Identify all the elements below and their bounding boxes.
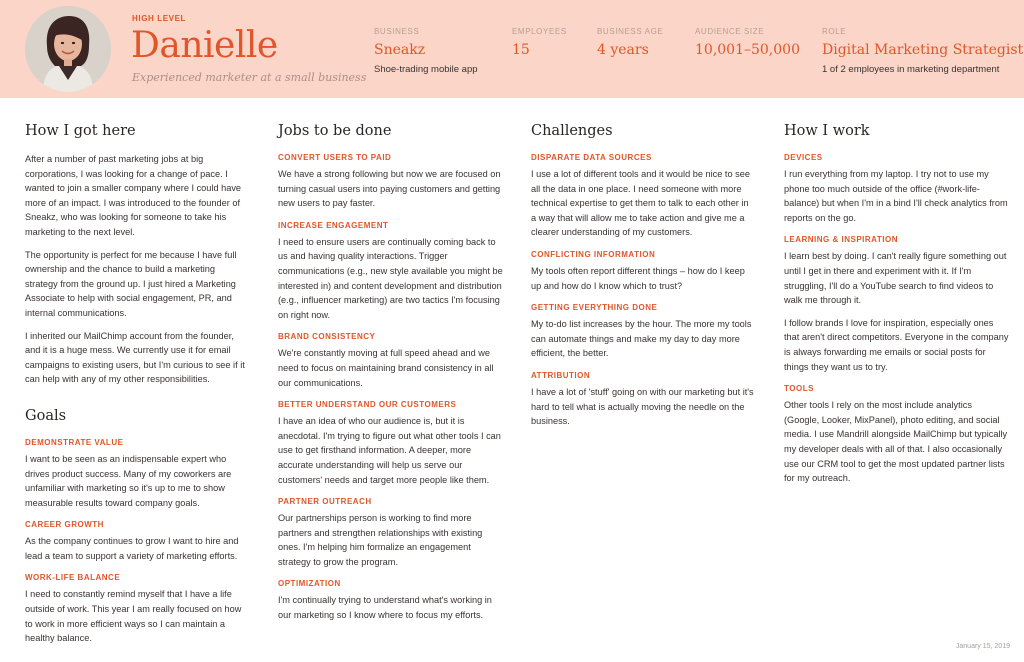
section-text: Other tools I rely on the most include analytics (Google, Looker, MixPanel), photo editing, and social media. I use Mandrill alongside MailChimp but typically my developer deals with all of that. I also occasionally use our CRM tool to get the most updated partner lists for my outreach. xyxy=(784,400,1008,484)
stat-value: Digital Marketing Strategist xyxy=(822,42,1024,58)
section-text: As the company continues to grow I want to hire and lead a team to support a variety of marketing efforts. xyxy=(25,536,239,561)
paragraph: The opportunity is perfect for me because I have full ownership and the chance to build a marketing strategy from the ground up. I just hired a Marketing Associate to help with social engagement, PR, and internal communications. xyxy=(25,249,237,318)
stat-audience-size xyxy=(695,27,800,58)
section-text: I use a lot of different tools and it would be nice to see all the data in one place. I need someone with more technical expertise to get them to talk to each other in a way that will allow me to take action and give me a clearer understanding of my customers. xyxy=(531,169,750,238)
paragraph: I inherited our MailChimp account from the founder, and it is a huge mess. We currently use it for email campaigns to existing users, but I'm curious to see if it can help with any of my other responsibilities. xyxy=(25,330,245,385)
subheading: INCREASE ENGAGEMENT xyxy=(278,220,389,230)
paragraph: After a number of past marketing jobs at big corporations, I was looking for a change of pace. I wanted to join a smaller company where I could have more of an impact. I was introduced to the founder of Sneakz, who was looking for someone to take his marketing to the next level. xyxy=(25,154,242,237)
section-text: My to-do list increases by the hour. The more my tools can automate things and make my day to day more efficient, the better. xyxy=(531,319,752,359)
stat-label: BUSINESS AGE xyxy=(597,27,664,36)
subheading: DEMONSTRATE VALUE xyxy=(25,437,124,447)
subheading: BRAND CONSISTENCY xyxy=(278,332,376,342)
persona-level: HIGH LEVEL xyxy=(132,14,187,23)
subheading: BETTER UNDERSTAND OUR CUSTOMERS xyxy=(278,400,457,410)
subheading: OPTIMIZATION xyxy=(278,579,341,589)
section-text: We have a strong following but now we are focused on turning casual users into paying customers and getting new users to pay faster. xyxy=(278,169,501,209)
subheading: CONFLICTING INFORMATION xyxy=(531,249,656,259)
section-title: Goals xyxy=(25,407,67,424)
persona-header xyxy=(0,0,1024,98)
section-text: Our partnerships person is working to find more partners and strengthen relationships with existing ones. I'm helping him formalize an engagement strategy to grow the program. xyxy=(278,513,483,567)
column-jobs-to-be-done xyxy=(278,122,503,623)
stat-value: Sneakz xyxy=(374,42,426,58)
section-text: I learn best by doing. I can't really figure something out until I get in there and experiment with it. If I'm struggling, I'll do a YouTube search to find videos to walk me through it. xyxy=(784,251,1007,306)
stat-business-age xyxy=(597,27,663,58)
column-how-i-got-here xyxy=(25,122,250,646)
stat-value: 4 years xyxy=(597,42,649,58)
subheading: PARTNER OUTREACH xyxy=(278,497,372,507)
column-challenges xyxy=(531,122,756,429)
subheading: DEVICES xyxy=(784,153,823,162)
section-text: I have a lot of 'stuff' going on with our marketing but it's hard to tell what is actually moving the needle on the business. xyxy=(531,386,754,427)
section-text: I'm continually trying to understand what's working in our marketing so I know where to focus my efforts. xyxy=(278,595,492,621)
column-how-i-work xyxy=(784,122,1009,486)
subheading: CAREER GROWTH xyxy=(25,520,104,530)
section-text: I follow brands I love for inspiration, especially ones that aren't direct competitors. Everyone in the company is always forwarding me emails or social posts for things they want us to try. xyxy=(784,317,1009,372)
section-text: I run everything from my laptop. I try not to use my phone too much outside of the office (#work-life-balance) but when I'm in a bind I'll check analytics from reports on the go. xyxy=(784,169,1008,223)
section-text: I need to constantly remind myself that I have a life outside of work. This year I am really focused on how to work in more efficient ways so I can maintain a healthy balance. xyxy=(25,589,242,644)
persona-name: Danielle xyxy=(131,25,278,66)
persona-tagline: Experienced marketer at a small business xyxy=(132,71,367,84)
section-text: I have an idea of who our audience is, but it is anecdotal. I'm trying to figure out what other tools I can use to get firsthand information. A deeper, more accurate understanding will help us serve our customers' needs and target more people like them. xyxy=(278,416,501,485)
section-title: Jobs to be done xyxy=(278,123,392,139)
stat-label: ROLE xyxy=(822,27,847,36)
subheading: TOOLS xyxy=(784,384,814,394)
subheading: GETTING EVERYTHING DONE xyxy=(531,303,658,313)
stat-sub: 1 of 2 employees in marketing department xyxy=(822,64,1000,75)
section-text: I need to ensure users are continually coming back to us and having quality interactions. Trigger communications (e.g., new style available you might be interested in) and content development and distribution (e.g., influencer marketing) are two tactics I'm focusing on right now. xyxy=(278,236,503,320)
stat-label: BUSINESS xyxy=(374,27,420,36)
subheading: WORK-LIFE BALANCE xyxy=(25,573,121,583)
section-title: How I got here xyxy=(25,123,136,139)
section-title: Challenges xyxy=(531,123,613,139)
stat-employees xyxy=(512,27,567,58)
section-title: How I work xyxy=(784,123,870,139)
avatar xyxy=(25,6,111,92)
subheading: LEARNING & INSPIRATION xyxy=(784,235,898,245)
subheading: CONVERT USERS TO PAID xyxy=(278,153,392,162)
stat-value: 10,001–50,000 xyxy=(695,42,800,58)
subheading: ATTRIBUTION xyxy=(531,370,591,380)
stat-sub: Shoe-trading mobile app xyxy=(374,64,478,75)
section-text: We're constantly moving at full speed ahead and we need to focus on maintaining brand consistency in all our communications. xyxy=(278,348,494,388)
stat-value: 15 xyxy=(512,42,530,58)
section-text: I want to be seen as an indispensable expert who drives product success. Many of my coworkers are unfamiliar with marketing so it's up to me to show measurable results toward company goals. xyxy=(25,453,232,508)
section-text: My tools often report different things – how do I keep up and how do I know which to trust? xyxy=(531,265,745,291)
subheading: DISPARATE DATA SOURCES xyxy=(531,153,652,162)
stat-role xyxy=(822,27,1023,75)
stat-label: AUDIENCE SIZE xyxy=(695,27,765,36)
document-date: January 15, 2019 xyxy=(955,643,1010,650)
stat-label: EMPLOYEES xyxy=(512,27,567,36)
stat-business xyxy=(374,27,478,75)
portrait-photo xyxy=(25,6,111,92)
